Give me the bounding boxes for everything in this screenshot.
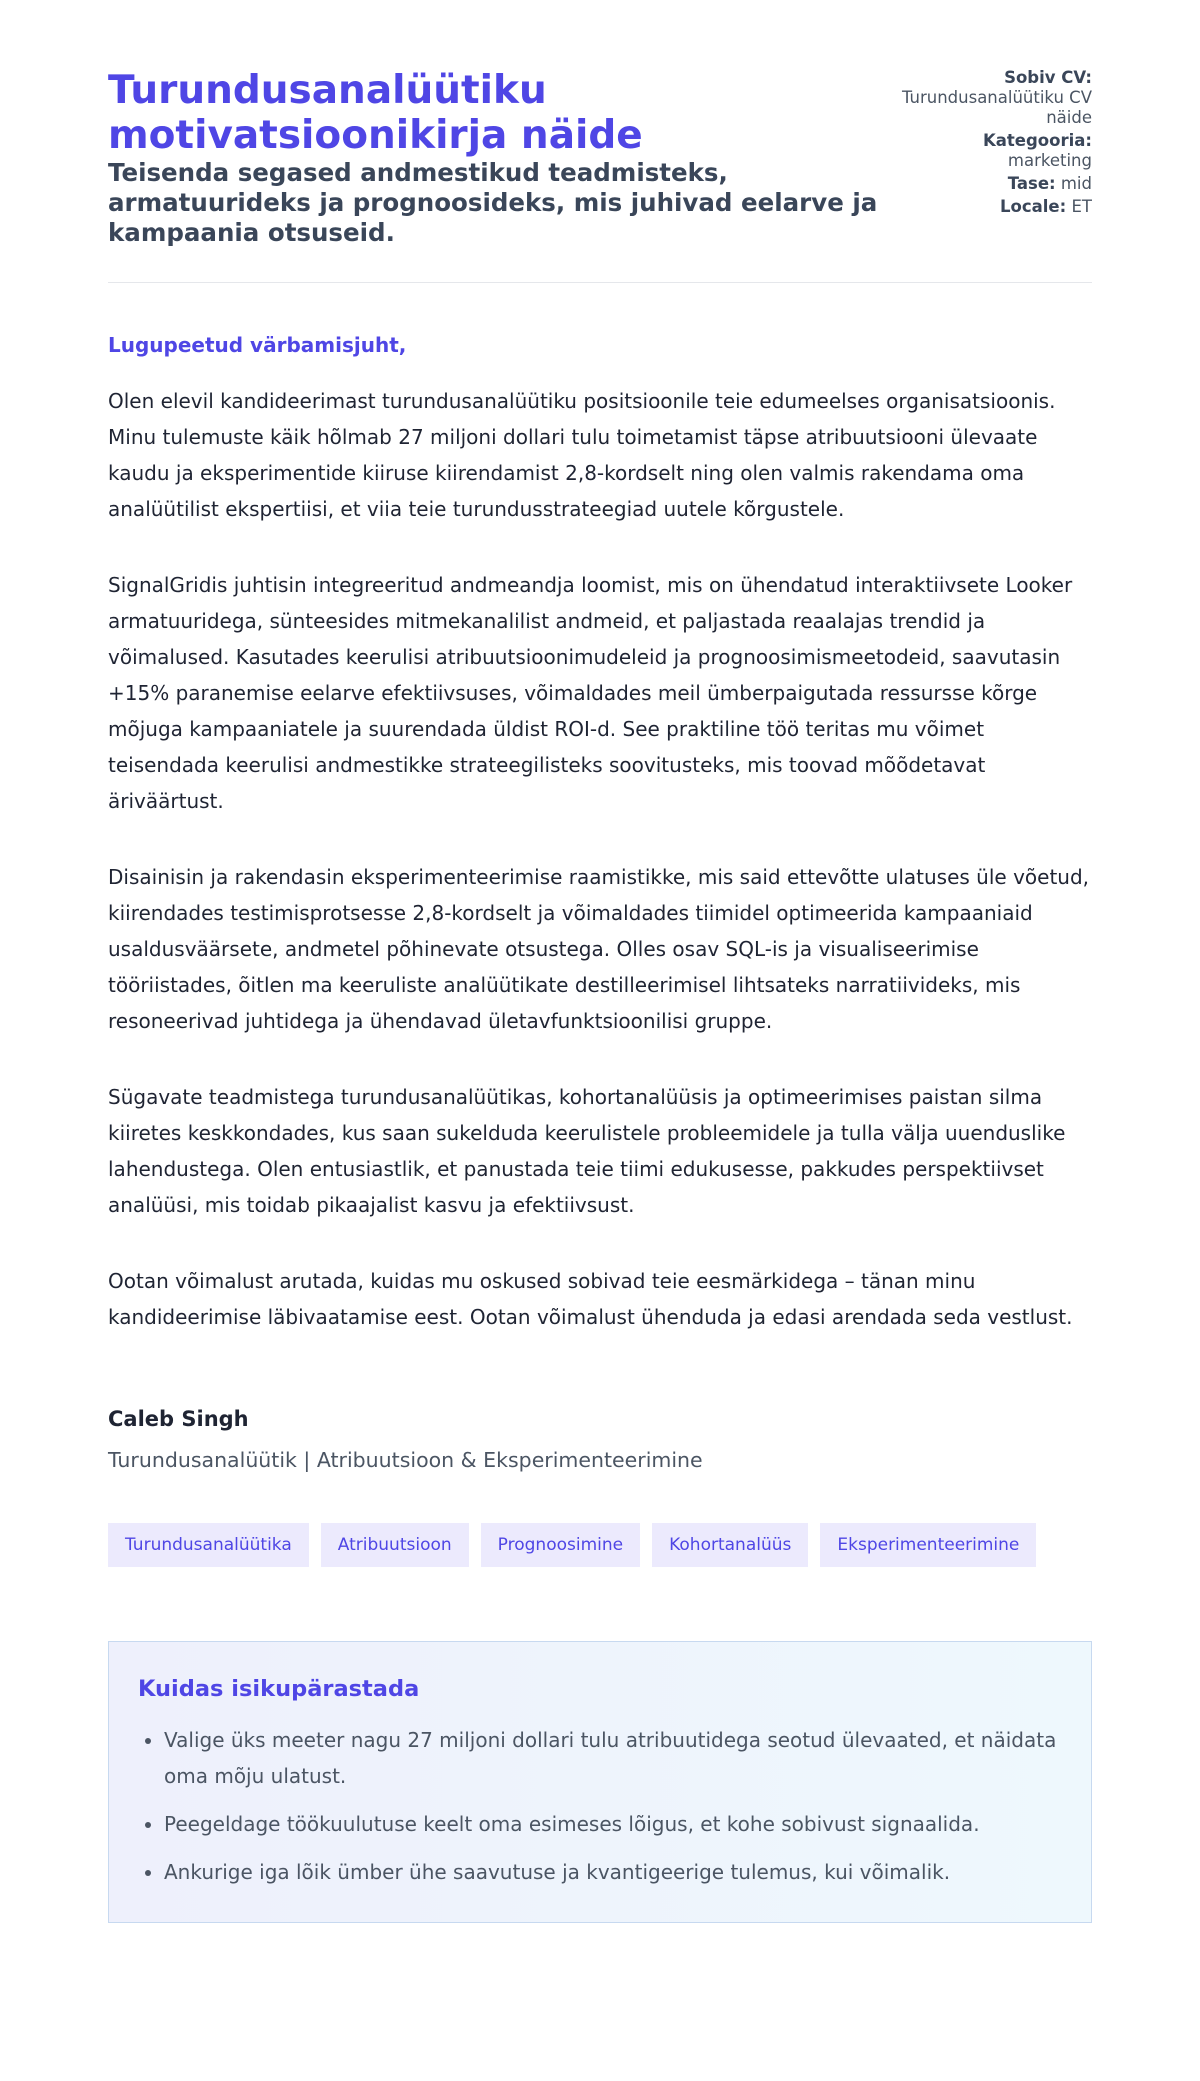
page-title: Turundusanalüütiku motivatsioonikirja näide — [108, 68, 643, 158]
letter-paragraph: Olen elevil kandideerimast turundusanalüütiku positsioonile teie edumeelses organisatsioonis. Minu tulemuste käik hõlmab 27 miljoni dollari tulu toimetamist täpse atribuutsiooni ülevaate kaudu ja eksperimentide kiiruse kiirendamist 2,8-kordselt ning olen valmis rakendama oma analüütilist ekspertiisi, et viia teie turundusstrateegiad uutele kõrgustele. — [108, 389, 1056, 521]
letter-paragraph: SignalGridis juhtisin integreeritud andmeandja loomist, mis on ühendatud interaktiivsete Looker armatuuridega, sünteesides mitmekanalilist andmeid, et paljastada reaalajas trendid ja võimalused. Kasutades keerulisi atribuutsioonimudeleid ja prognoosimismeetodeid, saavutasin +15% paranemise eelarve efektiivsuses, võimaldades meil ümberpaigutada ressursse kõrge mõjuga kampaaniatele ja suurendada üldist ROI-d. See praktiline töö teritas mu võimet teisendada keerulisi andmestikke strateegilisteks soovitusteks, mis toovad mõõdetavat äriväärtust. — [108, 573, 1073, 813]
meta-locale — [893, 197, 1092, 217]
letter-body — [108, 383, 1092, 1335]
meta-locale-value: ET — [1071, 197, 1092, 216]
signature-name: Caleb Singh — [108, 1407, 249, 1431]
letter-paragraph: Ootan võimalust arutada, kuidas mu oskused sobivad teie eesmärkidega – tänan minu kandideerimise läbivaatamise eest. Ootan võimalust ühenduda ja edasi arendada seda vestlust. — [108, 1269, 1073, 1329]
tip-item: • Peegeldage töökuulutuse keelt oma esimeses lõigus, et kohe sobivust signaalida. — [164, 1806, 1062, 1842]
tip-item: • Ankurige iga lõik ümber ühe saavutuse ja kvantigeerige tulemus, kui võimalik. — [164, 1854, 1062, 1890]
tip-item: • Valige üks meeter nagu 27 miljoni dollari tulu atribuutidega seotud ülevaated, et näidata oma mõju ulatust. — [164, 1722, 1062, 1794]
skill-tag: Prognoosimine — [481, 1523, 640, 1567]
meta-level — [893, 174, 1092, 194]
page-subtitle: Teisenda segased andmestikud teadmisteks, armatuurideks ja prognoosideks, mis juhivad eelarve ja kampaania otsuseid. — [108, 158, 878, 247]
letter-paragraph: Disainisin ja rakendasin eksperimenteerimise raamistikke, mis said ettevõtte ulatuses üle võetud, kiirendades testimisprotsesse 2,8-kordselt ja võimaldades tiimidel optimeerida kampaaniaid usaldusväärsete, andmetel põhinevate otsustega. Olles osav SQL-is ja visualiseerimise tööriistades, õitlen ma keeruliste analüütikate destilleerimisel lihtsateks narratiivideks, mis resoneerivad juhtidega ja ühendavad ületavfunktsioonilisi gruppe. — [108, 865, 1090, 1033]
personalization-tips-box — [108, 1641, 1092, 1923]
meta-level-label: Tase: — [1007, 174, 1056, 193]
meta-cv-label: Sobiv CV: — [1004, 68, 1092, 87]
page-header — [108, 68, 1092, 283]
skill-tag: Kohortanalüüs — [652, 1523, 808, 1567]
tips-list — [138, 1722, 1062, 1890]
skill-tag: Eksperimenteerimine — [820, 1523, 1036, 1567]
salutation: Lugupeetud värbamisjuht, — [108, 333, 407, 357]
meta-cv-value: Turundusanalüütiku CV näide — [901, 88, 1092, 127]
signature-role: Turundusanalüütik | Atribuutsioon & Eksperimenteerimine — [108, 1448, 703, 1472]
meta-category — [893, 131, 1092, 171]
skill-tag: Turundusanalüütika — [108, 1523, 309, 1567]
meta-category-label: Kategooria: — [982, 131, 1092, 150]
meta-info — [893, 68, 1092, 220]
tips-title: Kuidas isikupärastada — [138, 1676, 420, 1702]
letter-paragraph: Sügavate teadmistega turundusanalüütikas, kohortanalüüsis ja optimeerimises paistan silma kiiretes keskkondades, kus saan sukelduda keerulistele probleemidele ja tulla välja uuenduslike lahendustega. Olen entusiastlik, et panustada teie tiimi edukusesse, pakkudes perspektiivset analüüsi, mis toidab pikaajalist kasvu ja efektiivsust. — [108, 1085, 1066, 1217]
meta-level-value: mid — [1060, 174, 1092, 193]
meta-cv — [893, 68, 1092, 128]
skill-tags — [108, 1523, 1092, 1567]
meta-category-value: marketing — [1007, 151, 1092, 170]
title-block — [108, 68, 893, 248]
meta-locale-label: Locale: — [1000, 197, 1067, 216]
skill-tag: Atribuutsioon — [321, 1523, 469, 1567]
